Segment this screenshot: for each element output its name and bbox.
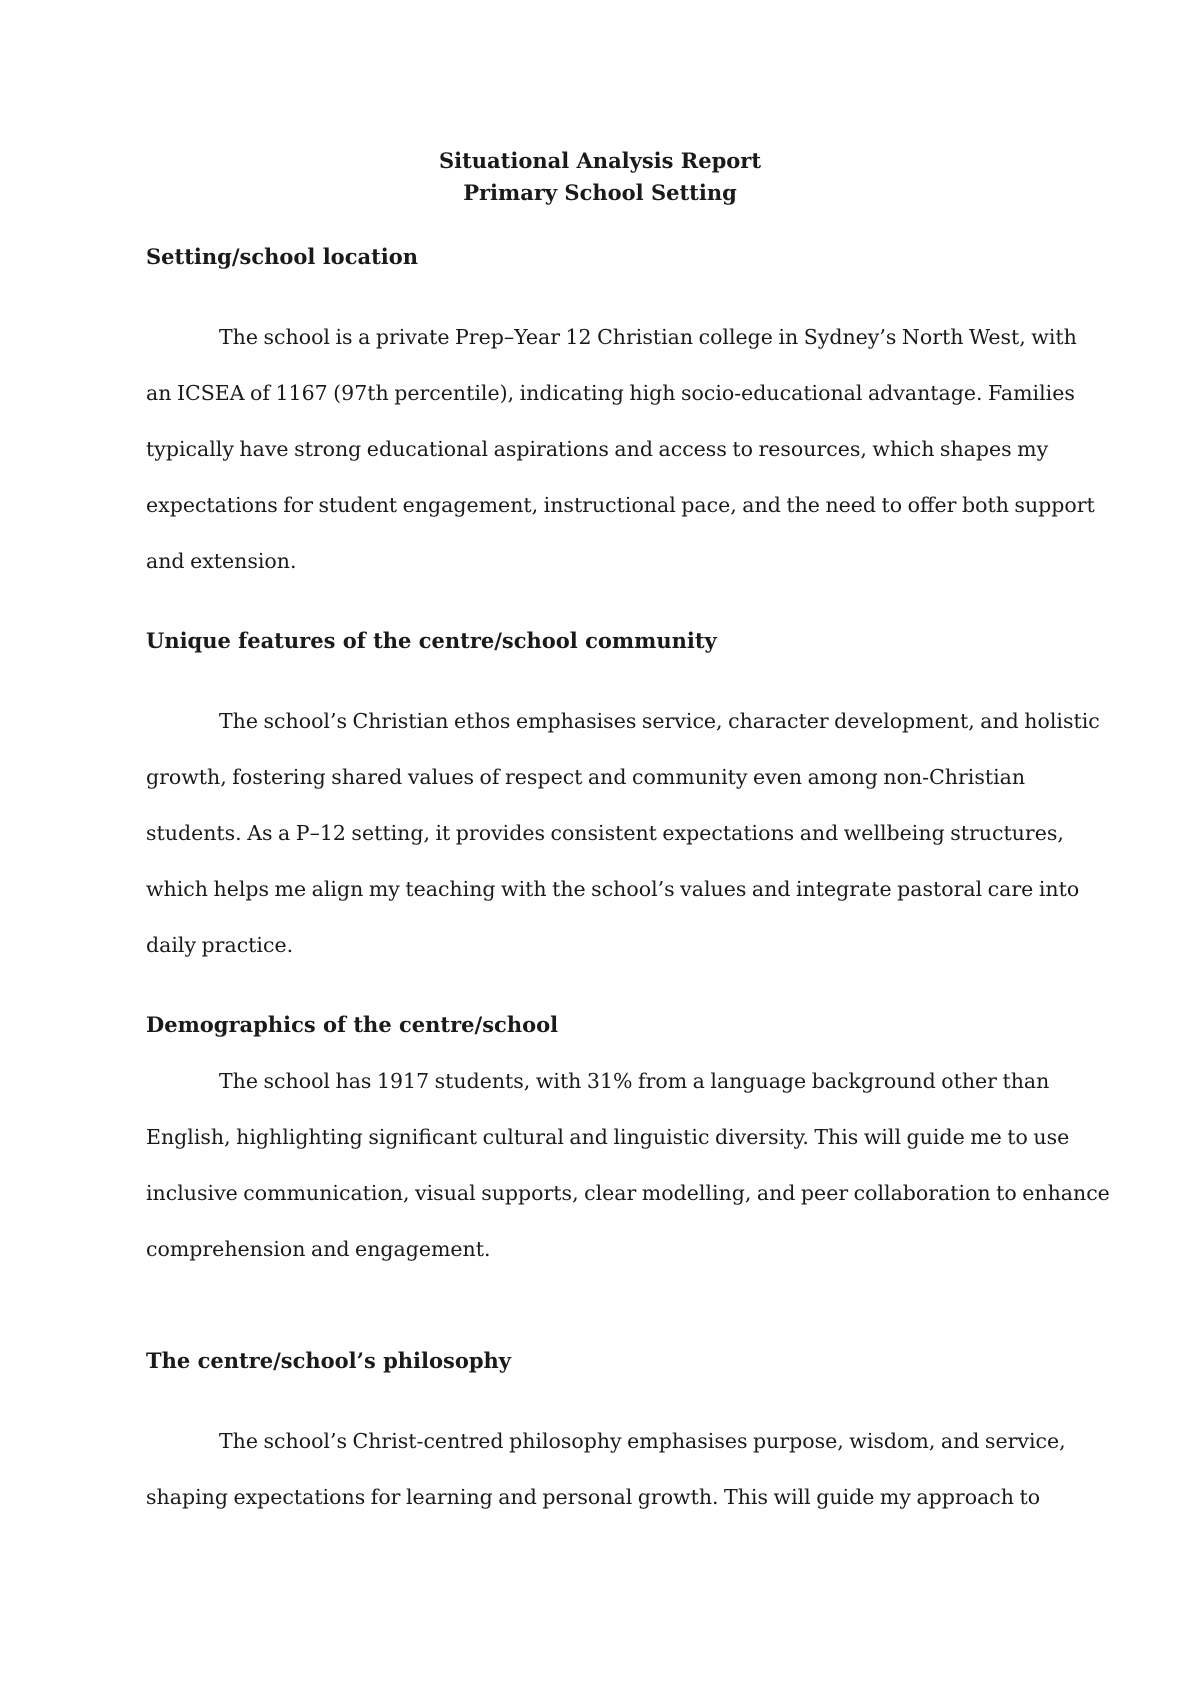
- paragraph-line: an ICSEA of 1167 (97th percentile), indicating high socio-educational advantage. Families: [146, 381, 1075, 405]
- document-title: Situational Analysis Report: [438, 148, 762, 173]
- paragraph-line: The school is a private Prep–Year 12 Christian college in Sydney’s North West, with: [219, 325, 1077, 349]
- paragraph-line: and extension.: [146, 549, 297, 573]
- section-heading-unique-features: Unique features of the centre/school community: [146, 628, 717, 653]
- paragraph-line: daily practice.: [146, 933, 294, 957]
- section-heading-demographics: Demographics of the centre/school: [146, 1012, 559, 1037]
- paragraph-line: The school’s Christian ethos emphasises service, character development, and holistic: [219, 709, 1100, 733]
- paragraph-line: The school has 1917 students, with 31% from a language background other than: [219, 1069, 1050, 1093]
- paragraph-line: The school’s Christ-centred philosophy emphasises purpose, wisdom, and service,: [219, 1429, 1066, 1453]
- paragraph-line: comprehension and engagement.: [146, 1237, 491, 1261]
- paragraph-line: inclusive communication, visual supports, clear modelling, and peer collaboration to enhance: [146, 1181, 1110, 1205]
- section-heading-philosophy: The centre/school’s philosophy: [146, 1348, 511, 1373]
- paragraph-line: expectations for student engagement, instructional pace, and the need to offer both support: [146, 493, 1095, 517]
- paragraph-line: students. As a P–12 setting, it provides consistent expectations and wellbeing structures,: [146, 821, 1064, 845]
- paragraph-line: English, highlighting significant cultural and linguistic diversity. This will guide me to use: [146, 1125, 1070, 1149]
- paragraph-line: growth, fostering shared values of respect and community even among non-Christian: [146, 765, 1026, 789]
- paragraph-line: shaping expectations for learning and personal growth. This will guide my approach to: [146, 1485, 1041, 1509]
- paragraph-line: which helps me align my teaching with the school’s values and integrate pastoral care into: [146, 877, 1080, 901]
- paragraph-line: typically have strong educational aspirations and access to resources, which shapes my: [146, 437, 1049, 461]
- document-subtitle: Primary School Setting: [463, 180, 737, 205]
- section-heading-location: Setting/school location: [146, 244, 419, 269]
